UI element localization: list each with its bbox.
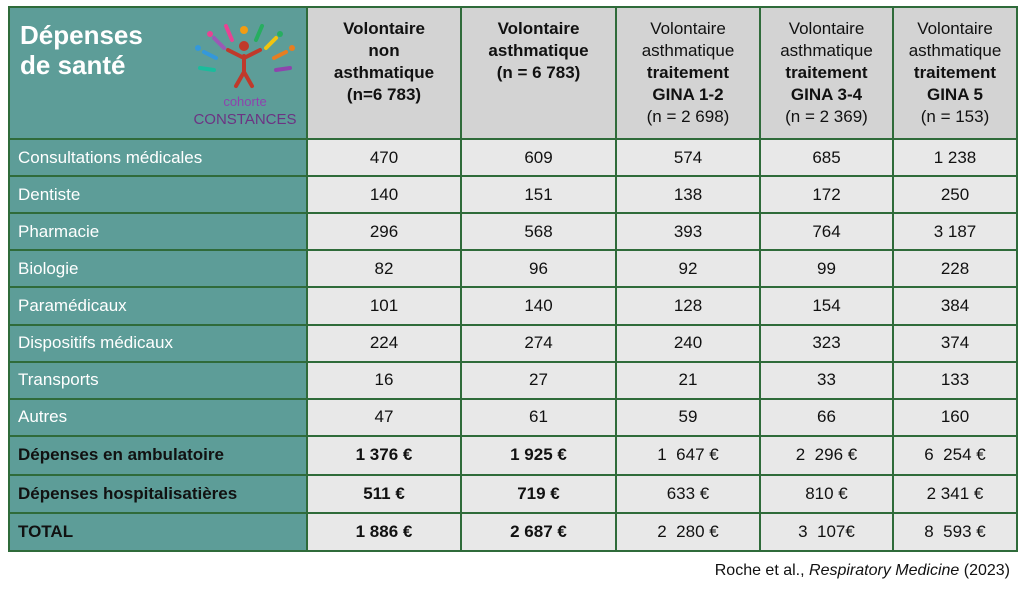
table-cell: 96 [461, 250, 616, 287]
table-cell: 296 [307, 213, 461, 250]
table-cell: 61 [461, 399, 616, 436]
table-row [9, 362, 1017, 399]
table-cell: 140 [461, 287, 616, 324]
column-header [307, 7, 461, 139]
column-header-line: (n = 153) [920, 107, 990, 126]
table-row [9, 176, 1017, 213]
table-cell: 160 [893, 399, 1017, 436]
citation-year: (2023) [959, 562, 1010, 579]
health-expenses-table [8, 6, 1018, 552]
column-header-line: Volontaire [650, 19, 726, 38]
table-cell: 224 [307, 325, 461, 362]
column-header-line: GINA 5 [926, 85, 984, 104]
table-cell: 393 [616, 213, 760, 250]
table-cell: 764 [760, 213, 893, 250]
table-row [9, 250, 1017, 287]
table-cell: 511 € [307, 475, 461, 513]
column-header [760, 7, 893, 139]
table-row [9, 287, 1017, 324]
table-cell: 128 [616, 287, 760, 324]
table-cell: 172 [760, 176, 893, 213]
table-title [20, 20, 143, 80]
row-label: Dentiste [9, 176, 307, 213]
table-cell: 240 [616, 325, 760, 362]
column-header [893, 7, 1017, 139]
table-cell: 568 [461, 213, 616, 250]
table-cell: 16 [307, 362, 461, 399]
column-header-line: Volontaire [497, 19, 580, 38]
table-row [9, 399, 1017, 436]
column-header-line: (n = 2 698) [646, 107, 730, 126]
table-cell: 3 107€ [760, 513, 893, 551]
table-row [9, 436, 1017, 475]
table-row [9, 213, 1017, 250]
table-cell: 133 [893, 362, 1017, 399]
table-row [9, 325, 1017, 362]
row-label: Consultations médicales [9, 139, 307, 176]
table-cell: 99 [760, 250, 893, 287]
row-label: Pharmacie [9, 213, 307, 250]
table-row [9, 513, 1017, 551]
table-cell: 1 886 € [307, 513, 461, 551]
column-header-line: non [368, 41, 400, 60]
column-header-line: traitement [646, 63, 730, 82]
column-header-line: asthmatique [333, 63, 435, 82]
table-cell: 6 254 € [893, 436, 1017, 475]
table-cell: 140 [307, 176, 461, 213]
title-line-1: Dépenses [20, 20, 143, 50]
column-header-line: Volontaire [788, 19, 865, 38]
table-cell: 1 925 € [461, 436, 616, 475]
column-header-line: asthmatique [780, 41, 873, 60]
table-row [9, 475, 1017, 513]
table-cell: 1 376 € [307, 436, 461, 475]
table-cell: 27 [461, 362, 616, 399]
table-cell: 609 [461, 139, 616, 176]
table-cell: 1 238 [893, 139, 1017, 176]
table-row [9, 139, 1017, 176]
table-cell: 574 [616, 139, 760, 176]
table-cell: 274 [461, 325, 616, 362]
table-cell: 2 280 € [616, 513, 760, 551]
column-header-line: GINA 1-2 [652, 85, 724, 104]
table-cell: 2 341 € [893, 475, 1017, 513]
column-header-line: traitement [913, 63, 997, 82]
column-header-line: (n = 2 369) [785, 107, 868, 126]
table-cell: 101 [307, 287, 461, 324]
table-cell: 154 [760, 287, 893, 324]
column-header-line: Volontaire [917, 19, 993, 38]
table-cell: 8 593 € [893, 513, 1017, 551]
header-row [9, 7, 1017, 139]
constances-logo [180, 14, 310, 132]
table-cell: 151 [461, 176, 616, 213]
column-header-line: (n=6 783) [346, 85, 422, 104]
table-cell: 82 [307, 250, 461, 287]
column-header [616, 7, 760, 139]
row-label: Transports [9, 362, 307, 399]
table-cell: 3 187 [893, 213, 1017, 250]
row-label: Paramédicaux [9, 287, 307, 324]
table-cell: 470 [307, 139, 461, 176]
citation [715, 562, 1010, 580]
table-cell: 323 [760, 325, 893, 362]
table-cell: 1 647 € [616, 436, 760, 475]
row-label: Dispositifs médicaux [9, 325, 307, 362]
row-label: Dépenses en ambulatoire [9, 436, 307, 475]
table-cell: 810 € [760, 475, 893, 513]
table-cell: 21 [616, 362, 760, 399]
column-header-line: GINA 3-4 [790, 85, 863, 104]
row-label: TOTAL [9, 513, 307, 551]
table-cell: 2 296 € [760, 436, 893, 475]
column-header-line: asthmatique [488, 41, 589, 60]
table-cell: 33 [760, 362, 893, 399]
table-cell: 719 € [461, 475, 616, 513]
row-label: Dépenses hospitalisatières [9, 475, 307, 513]
column-header-line: asthmatique [641, 41, 735, 60]
table-cell: 47 [307, 399, 461, 436]
column-header-line: traitement [785, 63, 868, 82]
table-cell: 92 [616, 250, 760, 287]
title-line-2: de santé [20, 50, 126, 80]
citation-journal: Respiratory Medicine [809, 562, 960, 579]
logo-text-constances: CONSTANCES [193, 111, 297, 128]
table-cell: 66 [760, 399, 893, 436]
column-header [461, 7, 616, 139]
table-cell: 633 € [616, 475, 760, 513]
logo-text-cohorte: cohorte [223, 94, 267, 109]
row-label: Biologie [9, 250, 307, 287]
logo-figures-icon [195, 26, 295, 86]
table-cell: 59 [616, 399, 760, 436]
citation-authors: Roche et al., [714, 562, 810, 579]
column-header-line: asthmatique [908, 41, 1002, 60]
table-cell: 250 [893, 176, 1017, 213]
table-cell: 384 [893, 287, 1017, 324]
table-cell: 374 [893, 325, 1017, 362]
column-header-line: (n = 6 783) [496, 63, 581, 82]
table-cell: 2 687 € [461, 513, 616, 551]
table-corner [9, 7, 307, 139]
row-label: Autres [9, 399, 307, 436]
column-header-line: Volontaire [343, 19, 425, 38]
table-cell: 138 [616, 176, 760, 213]
table-cell: 228 [893, 250, 1017, 287]
table-cell: 685 [760, 139, 893, 176]
